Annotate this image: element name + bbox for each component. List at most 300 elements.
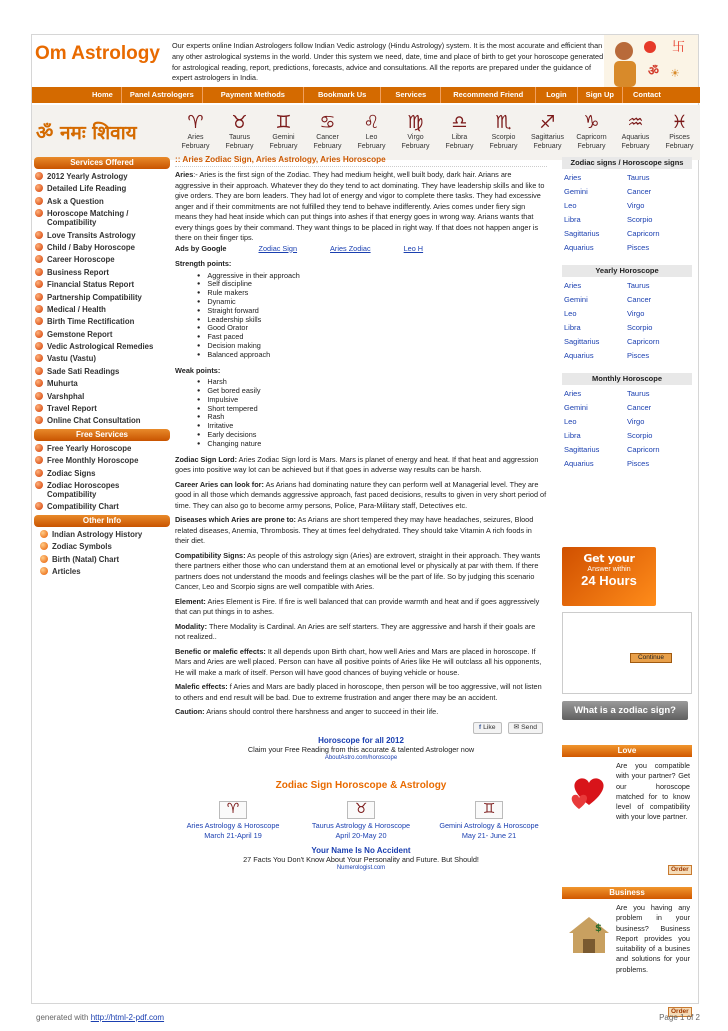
paragraph-label: Caution: <box>175 707 205 717</box>
zodiac-virgo[interactable] <box>392 105 439 151</box>
list-item: ● Impulsive <box>197 396 547 405</box>
sidebar-item-label: Birth (Natal) Chart <box>52 554 120 564</box>
zodiac-month: February <box>665 143 694 150</box>
zodiac-block-title: Zodiac Sign Horoscope & Astrology <box>275 779 447 791</box>
sign-link-aries[interactable]: Aries <box>564 281 582 290</box>
bullet-icon <box>35 280 43 288</box>
main-nav <box>32 87 700 103</box>
list-item: ● Good Orator <box>197 324 547 333</box>
sidebar-item-vastu-vastu[interactable] <box>34 354 170 363</box>
list-item: ● Balanced approach <box>197 351 547 360</box>
bullet-icon <box>35 293 43 301</box>
bullet-icon <box>40 530 48 538</box>
sidebar-item-medical-health[interactable] <box>34 305 170 314</box>
horoscope-ad-title[interactable]: Horoscope for all 2012 <box>318 735 404 745</box>
sign-link-virgo[interactable]: Virgo <box>627 309 645 318</box>
bullet-icon <box>35 317 43 325</box>
zodiac-scorpio[interactable] <box>480 105 527 151</box>
name-ad-url[interactable]: Numerologist.com <box>336 865 386 872</box>
sign-link-libra[interactable]: Libra <box>564 323 581 332</box>
get-answer-sub: Answer within <box>587 566 631 573</box>
sign-link-cancer[interactable]: Cancer <box>627 403 652 412</box>
zodiac-bar <box>172 105 700 160</box>
free-services-heading: Free Services <box>34 429 170 441</box>
svg-text:$: $ <box>595 923 602 934</box>
zodiac-gemini[interactable] <box>260 105 307 151</box>
zodiac-month: February <box>357 143 386 150</box>
bullet-icon <box>35 243 43 251</box>
site-logo[interactable]: Om Astrology <box>35 43 160 64</box>
cancer-symbol-icon: ♋ <box>319 111 336 133</box>
zodiac-month: February <box>181 143 210 150</box>
zodiac-taurus[interactable] <box>216 105 263 151</box>
paragraph-text: Aries Zodiac Sign lord is Mars. Mars is planet of energy and heat. If that heat and aggression goes into positive way lot can be achieved but if that goes in adverse way results can be harsh. <box>175 454 539 475</box>
zodiac-symbol-icon: ♈ <box>219 801 247 819</box>
libra-symbol-icon: ♎ <box>451 111 468 133</box>
nav-panel-astrologers[interactable]: Panel Astrologers <box>122 87 203 103</box>
header <box>32 35 700 87</box>
zodiac-name: Pisces <box>669 134 690 141</box>
svg-text:☀: ☀ <box>670 67 680 80</box>
sidebar-item-gemstone-report[interactable] <box>34 330 170 339</box>
free-services-list <box>34 444 170 512</box>
sign-link-capricorn[interactable]: Capricorn <box>627 337 660 346</box>
nav-contact[interactable]: Contact <box>632 90 661 99</box>
zodiac-card-dates: May 21- June 21 <box>461 830 517 840</box>
zodiac-sagittarius[interactable] <box>524 105 571 151</box>
detail-paragraph <box>175 515 547 547</box>
detail-paragraphs <box>175 455 547 718</box>
nav-sign-up[interactable]: Sign Up <box>578 87 623 103</box>
name-ad-title[interactable]: Your Name Is No Accident <box>311 846 411 856</box>
sign-link-scorpio[interactable]: Scorpio <box>627 323 653 332</box>
sidebar-item-label: Financial Status Report <box>47 280 135 290</box>
sign-link-taurus[interactable]: Taurus <box>627 389 650 398</box>
om-namah-shivaya: ॐ नमः शिवाय <box>36 122 137 144</box>
yearly-horoscope-heading: Yearly Horoscope <box>562 265 692 277</box>
sign-link-pisces[interactable]: Pisces <box>627 459 650 468</box>
google-ads <box>175 244 547 255</box>
zodiac-card-1[interactable] <box>303 801 419 840</box>
sidebar-item-child-baby-horoscope[interactable] <box>34 243 170 252</box>
sidebar-item-label: Online Chat Consultation <box>47 416 141 426</box>
zodiac-name: Taurus <box>228 134 250 141</box>
sidebar-item-label: Free Yearly Horoscope <box>47 443 132 453</box>
zodiac-card-0[interactable] <box>175 801 291 840</box>
love-heading: Love <box>562 745 692 757</box>
detail-paragraph <box>175 622 547 643</box>
sign-link-cancer[interactable]: Cancer <box>627 295 652 304</box>
bullet-icon <box>35 268 43 276</box>
sidebar-item-compatibility-chart[interactable] <box>34 502 170 511</box>
sidebar-item-label: Zodiac Signs <box>47 468 96 478</box>
zodiac-leo[interactable] <box>348 105 395 151</box>
scorpio-symbol-icon: ♏ <box>495 111 512 133</box>
sign-link-taurus[interactable]: Taurus <box>627 281 650 290</box>
aquarius-symbol-icon: ♒ <box>627 111 644 133</box>
sidebar-item-label: Vastu (Vastu) <box>47 354 96 364</box>
sidebar-item-label: Zodiac Horoscopes Compatibility <box>47 480 120 499</box>
sidebar-item-free-monthly-horoscope[interactable] <box>34 456 170 465</box>
bullet-icon <box>40 542 48 550</box>
ad-link-zodiac-sign[interactable]: Zodiac Sign <box>258 243 298 253</box>
sign-link-scorpio[interactable]: Scorpio <box>627 215 653 224</box>
sidebar-item-birth-natal-chart[interactable] <box>39 555 170 564</box>
zodiac-cancer[interactable] <box>304 105 351 151</box>
gemini-symbol-icon: ♊ <box>275 111 292 133</box>
zodiac-month: February <box>577 143 606 150</box>
paragraph-text: Aries Element is Fire. If fire is well balanced that can provide warmth and heat and if goes aggressively that can put things in to ashes. <box>175 596 540 617</box>
bullet-icon <box>35 379 43 387</box>
detail-paragraph <box>175 480 547 512</box>
paragraph-label: Benefic or malefic effects: <box>175 646 266 656</box>
horoscope-ad-text: Claim your Free Reading from this accurate & talented Astrologer now <box>247 744 475 754</box>
sidebar-item-label: Partnership Compatibility <box>47 292 142 302</box>
zodiac-name: Capricorn <box>576 134 607 141</box>
nav-recommend-friend[interactable]: Recommend Friend <box>441 87 536 103</box>
sidebar-item-2012-yearly-astrology[interactable] <box>34 172 170 181</box>
sidebar-item-partnership-compatibility[interactable] <box>34 293 170 302</box>
list-item: ● Rash <box>197 413 547 422</box>
sidebar-item-ask-a-question[interactable] <box>34 197 170 206</box>
sidebar-item-muhurta[interactable] <box>34 379 170 388</box>
get-answer-title: Get your <box>583 552 635 565</box>
zodiac-pisces[interactable] <box>656 105 703 151</box>
svg-text:卐: 卐 <box>672 40 686 55</box>
zodiac-aquarius[interactable] <box>612 105 659 151</box>
sidebar-item-label: Birth Time Rectification <box>47 317 135 327</box>
bullet-icon <box>35 197 43 205</box>
zodiac-name: Virgo <box>407 134 424 141</box>
zodiac-name: Aquarius <box>621 134 650 141</box>
footer-link[interactable]: http://html-2-pdf.com <box>90 1013 165 1022</box>
sign-link-pisces[interactable]: Pisces <box>627 351 650 360</box>
monthly-horoscope-grid <box>562 387 692 468</box>
sign-link-virgo[interactable]: Virgo <box>627 417 645 426</box>
paragraph-label: Zodiac Sign Lord: <box>175 454 238 464</box>
zodiac-symbol-icon: ♉ <box>347 801 375 819</box>
intro-label: Aries <box>175 170 194 179</box>
ads-by-google-label[interactable]: Ads by Google <box>175 243 227 253</box>
love-hearts-image <box>565 765 613 813</box>
paragraph-text: f Aries and Mars are badly placed in horoscope, then person will be too aggressive, will not listen to others and end result will be bad. Due to extreme frustration and anger there may be an accident. <box>175 682 542 702</box>
nav-home[interactable]: Home <box>84 87 122 103</box>
sign-link-pisces[interactable]: Pisces <box>627 243 650 252</box>
list-item: ● Aggressive in their approach <box>197 272 547 281</box>
bullet-icon <box>35 305 43 313</box>
list-item: ● Harsh <box>197 378 547 387</box>
sidebar-item-varshphal[interactable] <box>34 392 170 401</box>
sign-link-leo[interactable]: Leo <box>564 417 577 426</box>
yearly-horoscope-grid <box>562 279 692 360</box>
bullet-icon <box>35 342 43 350</box>
sign-link-capricorn[interactable]: Capricorn <box>627 229 660 238</box>
zodiac-month: February <box>445 143 474 150</box>
paragraph-label: Modality: <box>175 621 208 631</box>
sidebar-item-label: Business Report <box>47 267 109 277</box>
paragraph-label: Diseases which Aries are prone to: <box>175 515 296 525</box>
list-item: ● Leadership skills <box>197 316 547 325</box>
sidebar-item-birth-time-rectification[interactable] <box>34 317 170 326</box>
sidebar-item-label: Free Monthly Horoscope <box>47 456 139 466</box>
zodiac-month: February <box>401 143 430 150</box>
sidebar-item-online-chat-consultation[interactable] <box>34 416 170 425</box>
sign-link-aquarius[interactable]: Aquarius <box>564 459 594 468</box>
facebook-like-button[interactable] <box>473 722 502 734</box>
zodiac-horoscope-block <box>175 781 547 841</box>
strength-heading: Strength points: <box>175 259 232 268</box>
zodiac-signs-heading: Zodiac signs / Horoscope signs <box>562 157 692 169</box>
bullet-icon <box>35 456 43 464</box>
ad-link-aries-zodiac[interactable]: Aries Zodiac <box>330 243 371 253</box>
bullet-icon <box>35 367 43 375</box>
sign-link-capricorn[interactable]: Capricorn <box>627 445 660 454</box>
paragraph-label: Compatibility Signs: <box>175 550 246 560</box>
zodiac-card-title[interactable]: Gemini Astrology & Horoscope <box>439 821 539 831</box>
paragraph-text: As Arians are short tempered they may have headaches, seizures, Blood related diseases, Anemia, Thrombosis. They at times feel dehydrated. They should take Vitamin A rich foods in their diet. <box>175 515 534 546</box>
sidebar-item-label: Career Horoscope <box>47 255 115 265</box>
list-item: ● Changing nature <box>197 440 547 449</box>
zodiac-name: Libra <box>451 134 468 141</box>
sidebar-item-label: 2012 Yearly Astrology <box>47 172 128 181</box>
empty-ad-box <box>562 612 692 694</box>
sidebar-item-label: Zodiac Symbols <box>52 542 112 552</box>
detail-paragraph <box>175 647 547 679</box>
generated-with <box>36 1013 164 1022</box>
sidebar-item-detailed-life-reading[interactable] <box>34 184 170 193</box>
bullet-icon <box>35 469 43 477</box>
other-info-list <box>34 530 170 576</box>
intro-text: Our experts online Indian Astrologers follow Indian Vedic astrology (Hindu Astrology) system. It is the most accurate and efficient than any other astrological systems in the world. Under this system we need, date, time and place of birth to get your horoscope generated for astrological reading, report, predictions, forecasts, advice and consultations. All the reports are prepared under the guidance of expert astrologers in India. <box>172 41 604 83</box>
list-item: ● Decision making <box>197 342 547 351</box>
sign-link-aquarius[interactable]: Aquarius <box>564 351 594 360</box>
sign-link-libra[interactable]: Libra <box>564 431 581 440</box>
like-label: Like <box>483 723 496 731</box>
sidebar-item-label: Love Transits Astrology <box>47 230 136 240</box>
nav-payment-methods[interactable]: Payment Methods <box>203 87 304 103</box>
get-answer-hours: 24 Hours <box>581 573 637 588</box>
sign-link-taurus[interactable]: Taurus <box>627 173 650 182</box>
aries-symbol-icon: ♈ <box>187 111 204 133</box>
list-item: ● Straight forward <box>197 307 547 316</box>
weak-heading: Weak points: <box>175 365 221 375</box>
sign-link-sagittarius[interactable]: Sagittarius <box>564 445 600 454</box>
detail-paragraph <box>175 455 547 476</box>
services-offered-heading: Services Offered <box>34 157 170 169</box>
sidebar-item-label: Medical / Health <box>47 304 106 314</box>
strength-list <box>197 272 547 360</box>
page <box>31 34 699 1015</box>
zodiac-name: Leo <box>365 134 378 141</box>
zodiac-symbol-icon: ♊ <box>475 801 503 819</box>
paragraph-text: As Arians had dominating nature they can perform well at Managerial level. They are good in all those which demands aggressive approach, fast paced decisions, results to given in very short period of time. They can also go to become army persons, Police, Para-Military staff, Detectives etc. <box>175 479 547 510</box>
sagittarius-symbol-icon: ♐ <box>539 111 556 133</box>
bullet-icon <box>35 209 43 217</box>
sidebar-item-travel-report[interactable] <box>34 404 170 413</box>
list-item: ● Early decisions <box>197 431 547 440</box>
zodiac-card-title[interactable]: Aries Astrology & Horoscope <box>186 821 280 831</box>
sidebar-item-vedic-astrological-remedies[interactable] <box>34 342 170 351</box>
bullet-icon <box>35 231 43 239</box>
zodiac-band <box>32 105 700 160</box>
send-icon: ✉ <box>513 723 520 731</box>
sidebar-item-indian-astrology-history[interactable] <box>39 530 170 539</box>
capricorn-symbol-icon: ♑ <box>583 111 600 133</box>
sidebar-item-horoscope-matching-compatibility[interactable] <box>34 209 170 227</box>
sign-link-virgo[interactable]: Virgo <box>627 201 645 210</box>
love-order-button[interactable]: Order <box>668 865 692 875</box>
sidebar-item-label: Varshphal <box>47 391 85 401</box>
list-item: ● Self discipline <box>197 280 547 289</box>
zodiac-card-title[interactable]: Taurus Astrology & Horoscope <box>311 821 411 831</box>
zodiac-month: February <box>489 143 518 150</box>
business-text: Are you having any problem in your business? Business Report provides you suitability of a busines and solutions for your problems. <box>616 903 690 974</box>
social-buttons <box>175 722 547 734</box>
taurus-symbol-icon: ♉ <box>231 111 248 133</box>
sign-link-aquarius[interactable]: Aquarius <box>564 243 594 252</box>
footer <box>36 1013 700 1022</box>
weak-list <box>197 378 547 449</box>
bullet-icon <box>35 184 43 192</box>
services-list <box>34 172 170 425</box>
sidebar-item-label: Sade Sati Readings <box>47 366 120 376</box>
sign-link-leo[interactable]: Leo <box>564 309 577 318</box>
sidebar-item-label: Muhurta <box>47 379 78 389</box>
zodiac-aries[interactable] <box>172 105 219 151</box>
horoscope-ad-url[interactable]: AboutAstro.com/horoscope <box>324 754 398 761</box>
send-label: Send <box>521 723 537 731</box>
zodiac-month: February <box>621 143 650 150</box>
sign-link-sagittarius[interactable]: Sagittarius <box>564 337 600 346</box>
paragraph-text: There Modality is Cardinal. An Aries are self starters. They are aggressive and harsh if their goals are not realized.. <box>175 621 536 642</box>
paragraph-text: As people of this astrology sign (Aries) are extrovert, straight in their approach. They wants there partners either those who can understand them at an emotional level or physically at par with them. If there partners does not understand the moods and feelings clashes will be the part of life. So by judging this scenario Cancer, Leo and Scorpio signs are well compatible with Aries. <box>175 550 541 592</box>
footer-prefix: generated with <box>36 1013 89 1022</box>
paragraph-label: Malefic effects: <box>175 682 228 692</box>
bullet-icon <box>35 255 43 263</box>
sign-link-gemini[interactable]: Gemini <box>564 187 588 196</box>
paragraph-label: Element: <box>175 596 206 606</box>
zodiac-month: February <box>225 143 254 150</box>
name-ad <box>175 846 547 873</box>
what-is-zodiac-sign-banner[interactable]: What is a zodiac sign? <box>562 701 688 720</box>
bullet-icon <box>40 567 48 575</box>
left-sidebar <box>34 155 170 579</box>
paragraph-text: It all depends upon Birth chart, how well Aries and Mars are placed in horoscope. If Mars and Aries are well placed. Person can have all positive points of Aries like He will outclass all his opponents, He will make a mark of itself. Person will have good chances of buying vehicle or house. <box>175 646 542 677</box>
sign-link-sagittarius[interactable]: Sagittarius <box>564 229 600 238</box>
nav-bookmark-us[interactable]: Bookmark Us <box>304 87 381 103</box>
zodiac-name: Scorpio <box>491 134 516 141</box>
page-number: Page 1 of 2 <box>659 1013 700 1022</box>
paragraph-text: Arians should control there harshness and anger to succeed in their life. <box>206 707 439 717</box>
sidebar-item-zodiac-symbols[interactable] <box>39 542 170 551</box>
sign-link-cancer[interactable]: Cancer <box>627 187 652 196</box>
nav-login[interactable]: Login <box>536 87 577 103</box>
list-item: ● Rule makers <box>197 289 547 298</box>
get-answer-banner[interactable] <box>562 547 656 606</box>
sidebar-item-business-report[interactable] <box>34 268 170 277</box>
zodiac-libra[interactable] <box>436 105 483 151</box>
header-astrologer-image <box>604 35 698 87</box>
svg-text:ॐ: ॐ <box>648 64 659 78</box>
intro-paragraph <box>175 170 547 244</box>
nav-services[interactable]: Services <box>381 87 441 103</box>
sign-link-libra[interactable]: Libra <box>564 215 581 224</box>
detail-paragraph <box>175 707 547 718</box>
sign-link-gemini[interactable]: Gemini <box>564 403 588 412</box>
zodiac-signs-grid <box>562 171 692 252</box>
sign-link-leo[interactable]: Leo <box>564 201 577 210</box>
monthly-horoscope-heading: Monthly Horoscope <box>562 373 692 385</box>
bullet-icon <box>35 502 43 510</box>
zodiac-capricorn[interactable] <box>568 105 615 151</box>
zodiac-name: Aries <box>187 134 204 141</box>
zodiac-card-dates: March 21-April 19 <box>204 830 262 840</box>
sign-link-aries[interactable]: Aries <box>564 389 582 398</box>
business-image <box>565 911 613 959</box>
list-item: ● Get bored easily <box>197 387 547 396</box>
sidebar-item-financial-status-report[interactable] <box>34 280 170 289</box>
list-item: ● Irritative <box>197 422 547 431</box>
bullet-icon <box>35 354 43 362</box>
zodiac-card-2[interactable] <box>431 801 547 840</box>
ad-link-leo[interactable]: Leo H <box>403 243 424 253</box>
intro-body: :- Aries is the first sign of the Zodiac. They had medium height, well built body, dark hair. Arians are aggressive in their approach. Whatever they do they tend to act dominating. They have leadership skills and like to give orders. They are born leaders. They had lot of energy and vigor to complete there tasks. They had excessive anger and if their commitments are not fulfilled they tend to behave indifferently. Aries comes under fiery sign means they had heat inside which can put things into ashes if that energy goes in wrong way. Arians wants that every things goes by their command. They want things to be placed in right way. If that does not happen anger is there on their finger tips. <box>175 170 545 242</box>
business-order-button[interactable]: Order <box>668 1007 692 1017</box>
sidebar-item-zodiac-signs[interactable] <box>34 469 170 478</box>
pisces-symbol-icon: ♓ <box>671 111 688 133</box>
sidebar-item-label: Ask a Question <box>47 196 104 206</box>
sign-link-scorpio[interactable]: Scorpio <box>627 431 653 440</box>
sidebar-item-sade-sati-readings[interactable] <box>34 367 170 376</box>
bullet-icon <box>35 330 43 338</box>
bullet-icon <box>40 555 48 563</box>
sidebar-item-label: Indian Astrology History <box>52 529 143 539</box>
sidebar-item-love-transits-astrology[interactable] <box>34 231 170 240</box>
name-ad-text: 27 Facts You Don't Know About Your Personality and Future. But Should! <box>243 855 479 865</box>
continue-button[interactable]: Continue <box>630 653 672 663</box>
sidebar-item-articles[interactable] <box>39 567 170 576</box>
bullet-icon <box>35 404 43 412</box>
leo-symbol-icon: ♌ <box>363 111 380 133</box>
bullet-icon <box>35 416 43 424</box>
detail-paragraph <box>175 551 547 593</box>
sidebar-item-free-yearly-horoscope[interactable] <box>34 444 170 453</box>
zodiac-block-row <box>175 801 547 840</box>
sidebar-item-label: Compatibility Chart <box>47 502 119 512</box>
sidebar-item-label: Detailed Life Reading <box>47 184 127 194</box>
other-info-heading: Other Info <box>34 515 170 527</box>
zodiac-name: Sagittarius <box>530 134 565 141</box>
facebook-icon: f <box>478 723 482 731</box>
zodiac-name: Cancer <box>316 134 339 141</box>
list-item: ● Short tempered <box>197 405 547 414</box>
sidebar-item-career-horoscope[interactable] <box>34 255 170 264</box>
page-title: :: Aries Zodiac Sign, Aries Astrology, Aries Horoscope <box>175 155 547 167</box>
sidebar-item-label: Child / Baby Horoscope <box>47 242 135 252</box>
zodiac-month: February <box>269 143 298 150</box>
bullet-icon <box>35 172 43 180</box>
list-item: ● Dynamic <box>197 298 547 307</box>
love-text: Are you compatible with your partner? Get our horoscope matched for to know level of compatibility with your love partner. <box>616 761 690 822</box>
sign-link-gemini[interactable]: Gemini <box>564 295 588 304</box>
sidebar-item-zodiac-horoscopes-compatibility[interactable] <box>34 481 170 499</box>
zodiac-month: February <box>313 143 342 150</box>
main-content <box>175 155 547 873</box>
bullet-icon <box>35 392 43 400</box>
send-button[interactable] <box>508 722 543 734</box>
sign-link-aries[interactable]: Aries <box>564 173 582 182</box>
sidebar-item-label: Horoscope Matching / Compatibility <box>47 209 129 228</box>
